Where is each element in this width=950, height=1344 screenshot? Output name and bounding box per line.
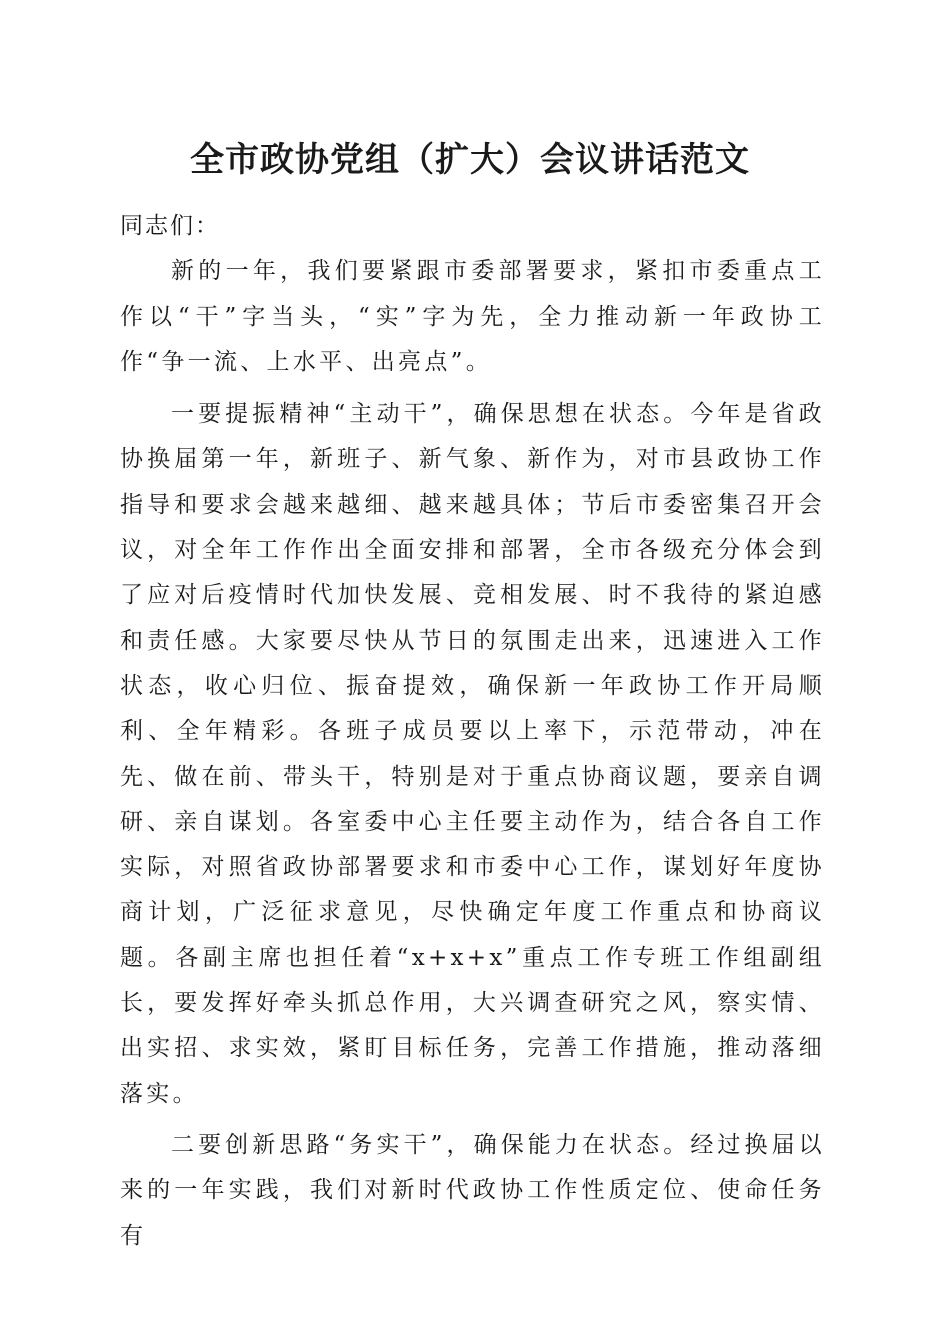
- document-title: 全市政协党组（扩大）会议讲话范文: [190, 140, 750, 180]
- paragraph-point-two: 二要创新思路“务实干”，确保能力在状态。经过换届以来的一年实践，我们对新时代政协工作性质定位、使命任务有: [120, 1131, 825, 1249]
- document-body: [120, 204, 825, 1259]
- paragraph-intro: 新的一年，我们要紧跟市委部署要求，紧扣市委重点工作以“干”字当头，“实”字为先，全力推动新一年政协工作“争一流、上水平、出亮点”。: [120, 258, 825, 375]
- salutation: 同志们：: [120, 213, 220, 239]
- paragraph-point-one: 一要提振精神“主动干”，确保思想在状态。今年是省政协换届第一年，新班子、新气象、新作为，对市县政协工作指导和要求会越来越细、越来越具体；节后市委密集召开会议，对全年工作作出全面安排和部署，全市各级充分体会到了应对后疫情时代加快发展、竞相发展、时不我待的紧迫感和责任感。大家要尽快从节日的氛围走出来，迅速进入工作状态，收心归位、振奋提效，确保新一年政协工作开局顺利、全年精彩。各班子成员要以上率下，示范带动，冲在先、做在前、带头干，特别是对于重点协商议题，要亲自调研、亲自谋划。各室委中心主任要主动作为，结合各自工作实际，对照省政协部署要求和市委中心工作，谋划好年度协商计划，广泛征求意见，尽快确定年度工作重点和协商议题。各副主席也担任着“x+x+x”重点工作专班工作组副组长，要发挥好牵头抓总作用，大兴调查研究之风，察实情、出实招、求实效，紧盯目标任务，完善工作措施，推动落细落实。: [120, 401, 825, 1107]
